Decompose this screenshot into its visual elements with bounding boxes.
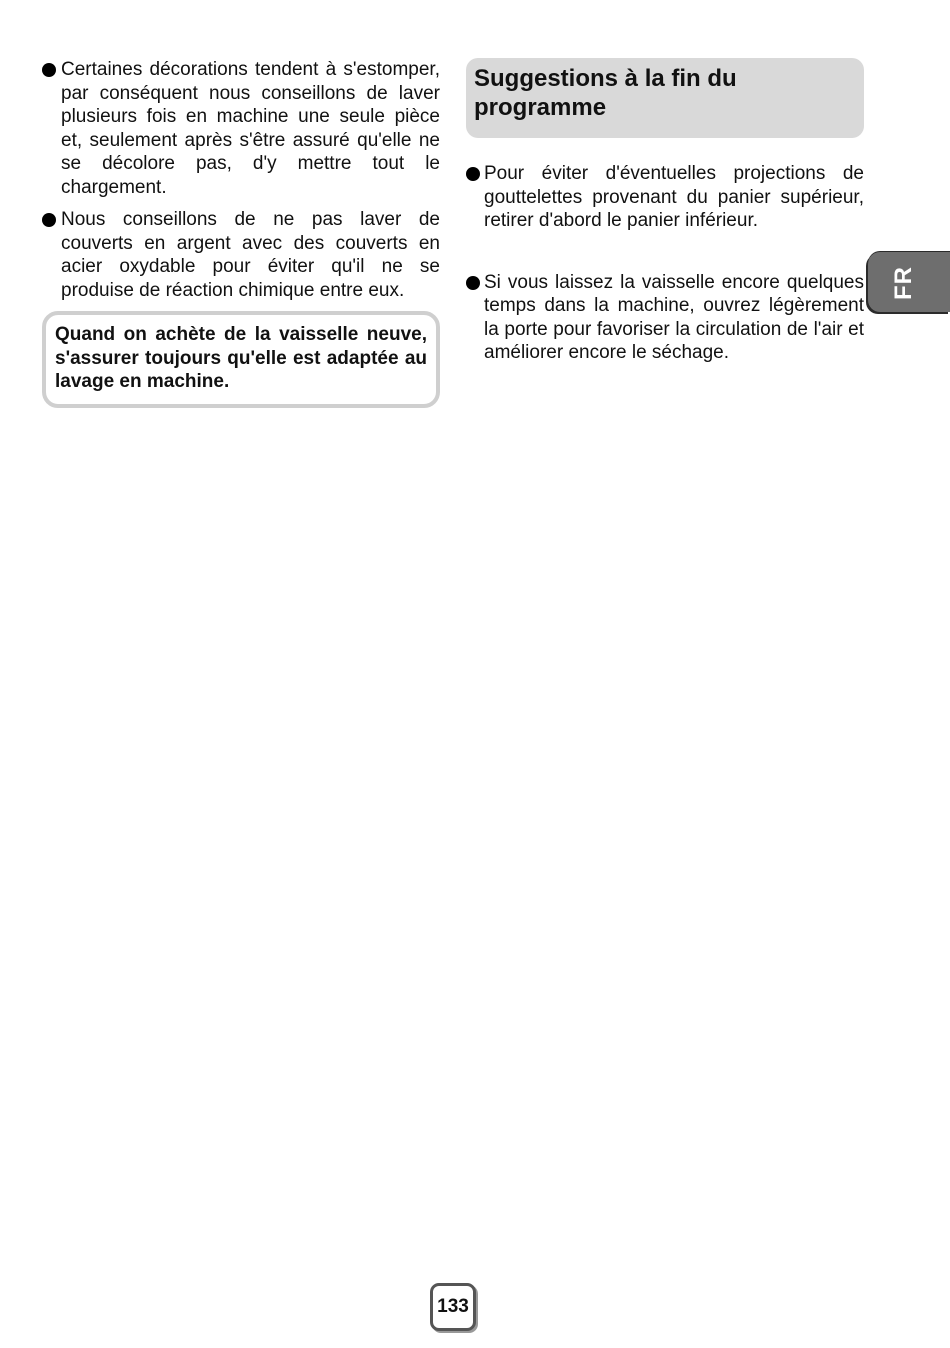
bullet-text: Nous conseillons de ne pas laver de couverts en argent avec des couverts en acier oxydable pour éviter qu'il ne se produise de réaction chimique entre eux. bbox=[61, 209, 440, 301]
language-tab-label: FR bbox=[890, 266, 917, 300]
right-column bbox=[466, 58, 864, 403]
left-column bbox=[42, 58, 440, 408]
list-item bbox=[466, 162, 864, 233]
section-heading: Suggestions à la fin du programme bbox=[466, 58, 864, 138]
language-tab bbox=[868, 252, 950, 312]
bullet-icon bbox=[42, 213, 56, 227]
list-item bbox=[42, 208, 440, 302]
page-number: 133 bbox=[430, 1283, 476, 1331]
bullet-text: Certaines décorations tendent à s'estomper, par conséquent nous conseillons de laver plusieurs fois en machine une seule pièce et, seulement après s'être assuré qu'elle ne se décolore pas, d'y mettre tout le chargement. bbox=[61, 59, 440, 198]
suggestions-list bbox=[466, 162, 864, 365]
bullet-icon bbox=[466, 276, 480, 290]
bullet-text: Si vous laissez la vaisselle encore quelques temps dans la machine, ouvrez légèrement la porte pour favoriser la circulation de l'air et améliorer encore le séchage. bbox=[484, 271, 864, 363]
bullet-text: Pour éviter d'éventuelles projections de gouttelettes provenant du panier supérieur, retirer d'abord le panier inférieur. bbox=[484, 163, 864, 231]
list-item bbox=[466, 271, 864, 365]
bullet-icon bbox=[42, 63, 56, 77]
note-box: Quand on achète de la vaisselle neuve, s'assurer toujours qu'elle est adaptée au lavage en machine. bbox=[42, 311, 440, 408]
list-item bbox=[42, 58, 440, 199]
bullet-icon bbox=[466, 167, 480, 181]
